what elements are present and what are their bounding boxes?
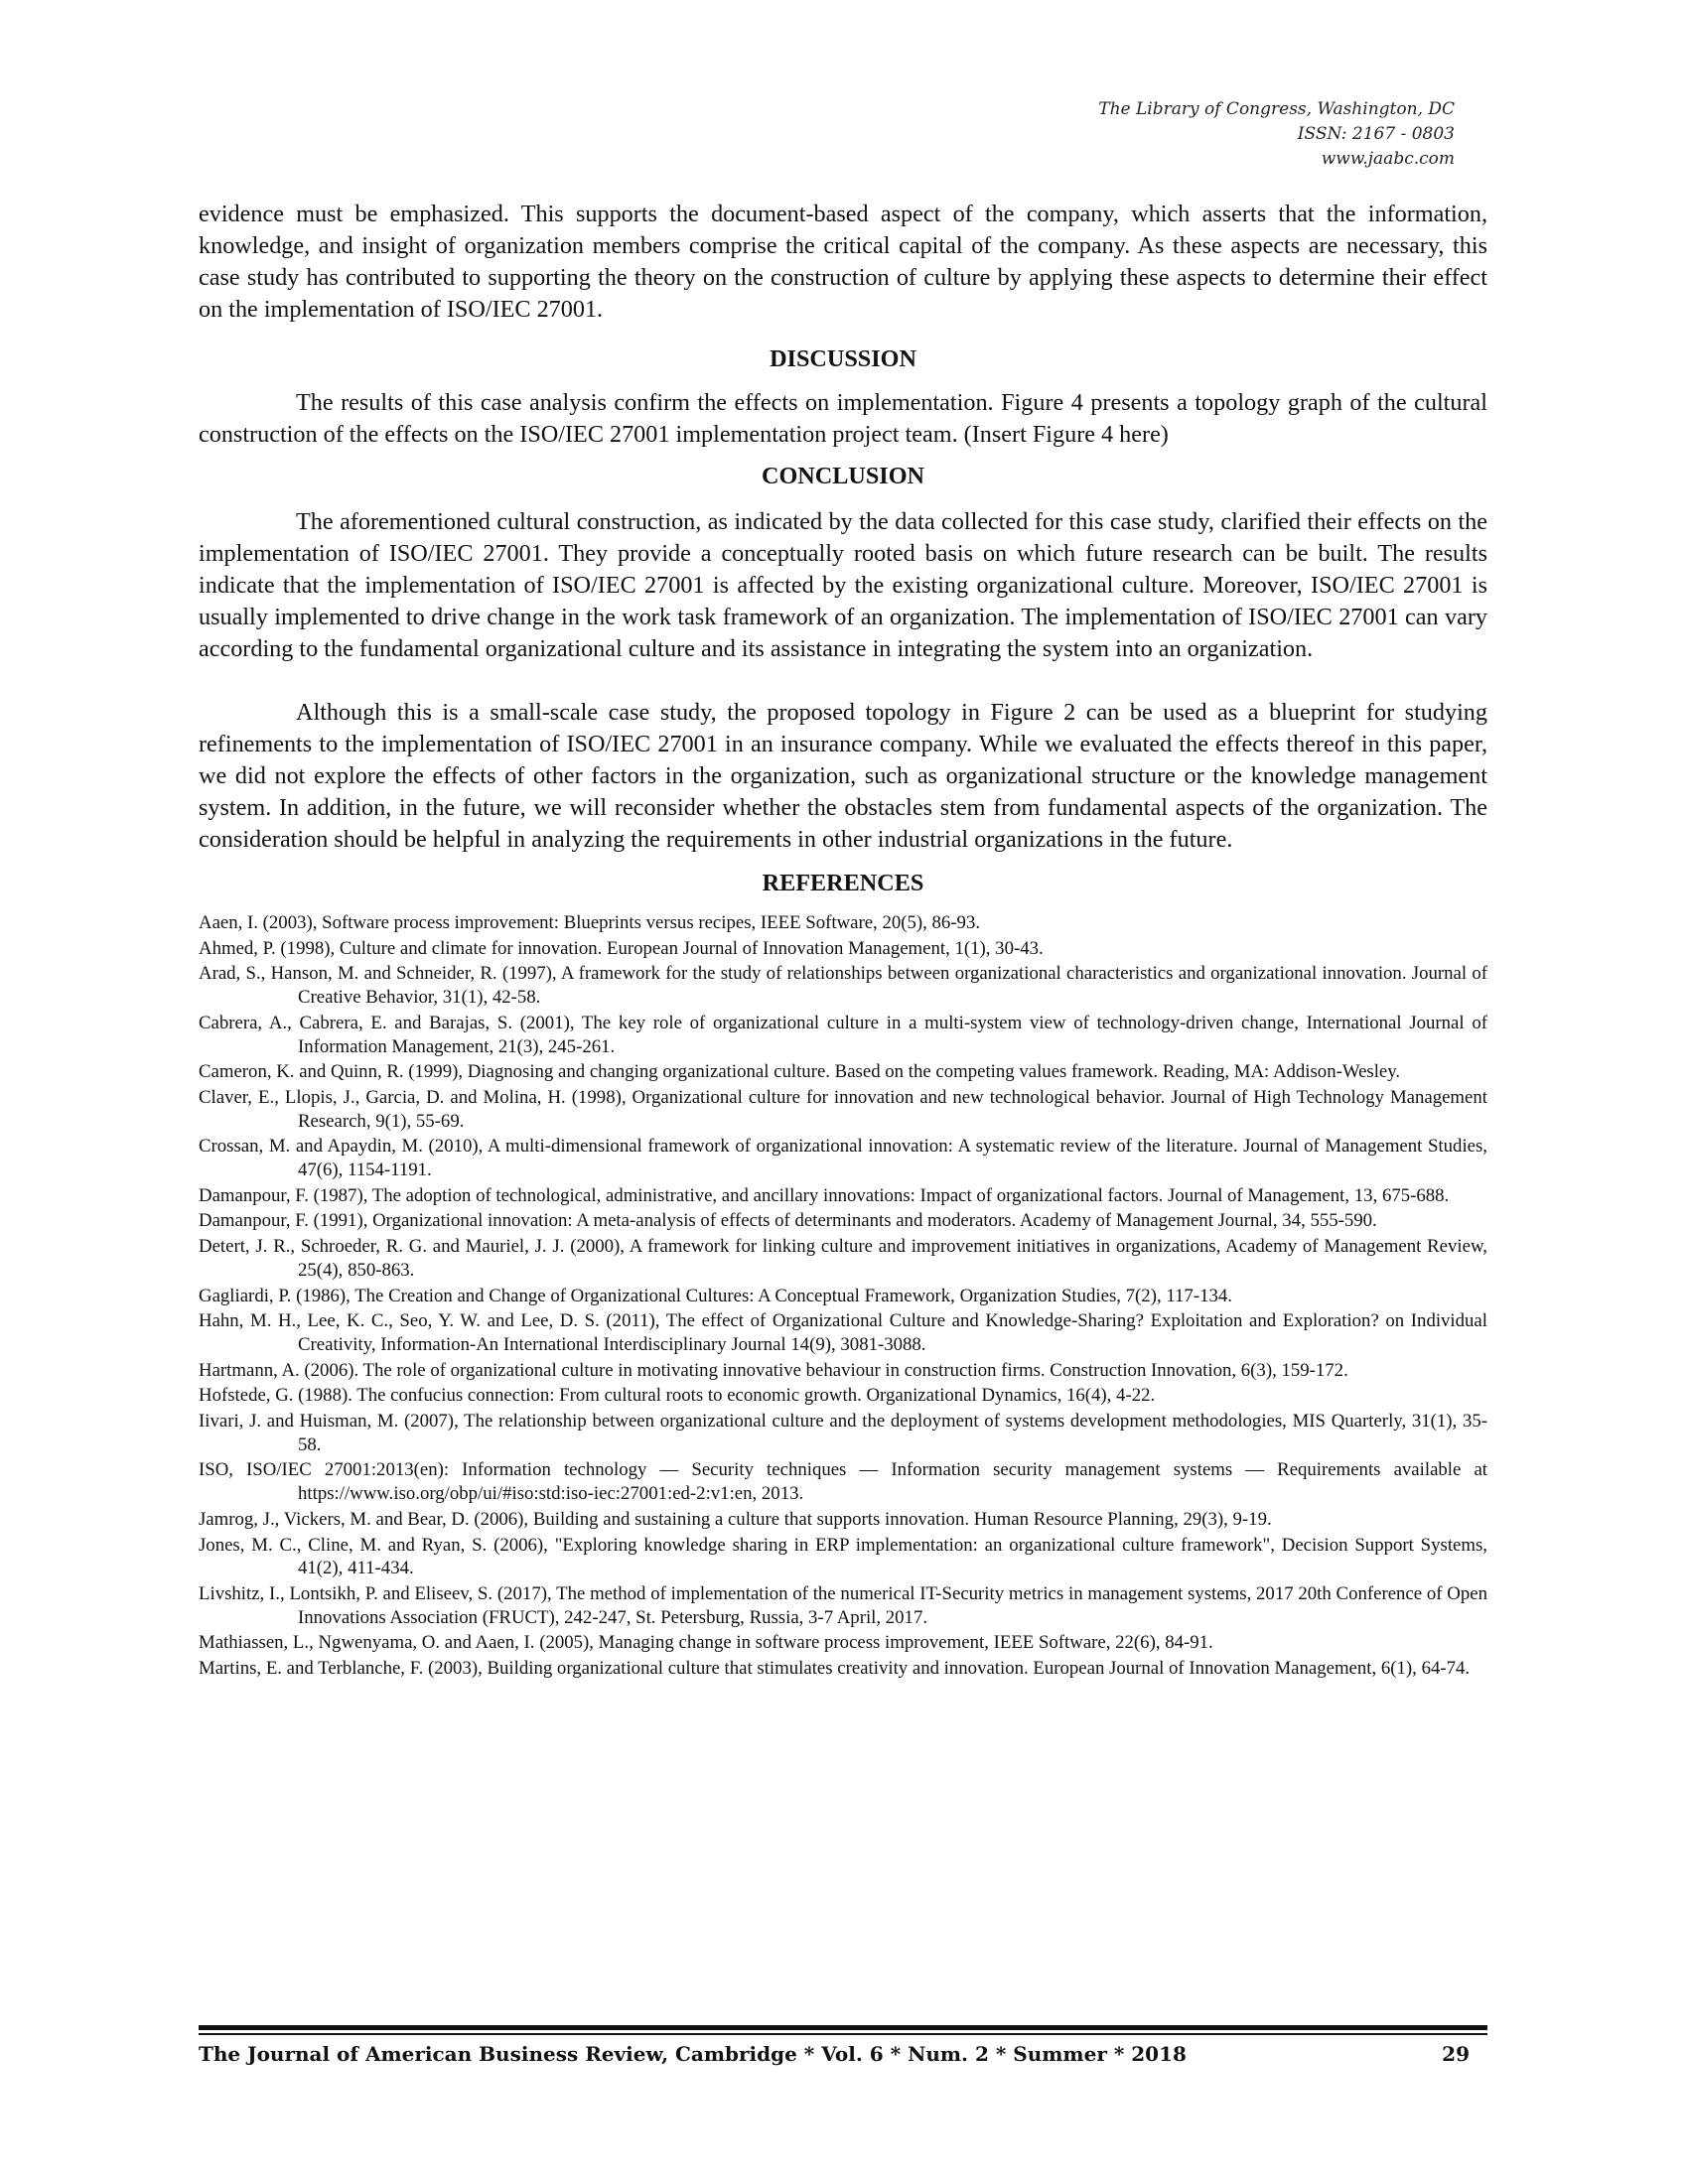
discussion-heading: DISCUSSION [770, 345, 916, 372]
header-website: www.jaabc.com [1321, 149, 1455, 169]
discussion-paragraph: The results of this case analysis confirm the effects on implementation. Figure 4 presents a topology graph of the cultural construction of the effects on the ISO/IEC 27001 implementation project team. (Insert Figure 4 here) [199, 389, 1487, 448]
running-footer [199, 2042, 1487, 2066]
reference-item: Gagliardi, P. (1986), The Creation and Change of Organizational Cultures: A Conceptual Framework, Organization Studies, 7(2), 117-134. [199, 1285, 1232, 1306]
reference-item: Hahn, M. H., Lee, K. C., Seo, Y. W. and Lee, D. S. (2011), The effect of Organizational Culture and Knowledge-Sharing? Exploitation and Exploration? on Individual Creativity, Information-An International Interdisciplinary Journal 14(9), 3081-3088. [199, 1310, 1487, 1355]
page-number: 29 [1442, 2042, 1470, 2066]
header-library: The Library of Congress, Washington, DC [1098, 99, 1455, 119]
running-header [1098, 97, 1455, 172]
reference-item: Martins, E. and Terblanche, F. (2003), Building organizational culture that stimulates creativity and innovation. European Journal of Innovation Management, 6(1), 64-74. [199, 1658, 1471, 1680]
reference-item: Damanpour, F. (1987), The adoption of technological, administrative, and ancillary innovations: Impact of organizational factors. Journal of Management, 13, 675-688. [199, 1184, 1450, 1206]
reference-item: Damanpour, F. (1991), Organizational innovation: A meta-analysis of effects of determinants and moderators. Academy of Management Journal, 34, 555-590. [199, 1210, 1377, 1232]
reference-item: Crossan, M. and Apaydin, M. (2010), A multi-dimensional framework of organizational innovation: A systematic review of the literature. Journal of Management Studies, 47(6), 1154-1191. [199, 1136, 1487, 1181]
reference-item: Cameron, K. and Quinn, R. (1999), Diagnosing and changing organizational culture. Based on the competing values framework. Reading, MA: Addison-Wesley. [199, 1061, 1401, 1083]
reference-item: Hartmann, A. (2006). The role of organizational culture in motivating innovative behaviour in construction firms. Construction Innovation, 6(3), 159-172. [199, 1359, 1348, 1381]
page-content [199, 199, 1487, 1683]
reference-item: Arad, S., Hanson, M. and Schneider, R. (1997), A framework for the study of relationships between organizational characteristics and organizational innovation. Journal of Creative Behavior, 31(1), 42-58. [199, 963, 1487, 1009]
footer-rule-thin [199, 2033, 1487, 2035]
intro-paragraph: evidence must be emphasized. This supports the document-based aspect of the company, which asserts that the information, knowledge, and insight of organization members comprise the critical capital of the company. As these aspects are necessary, this case study has contributed to supporting the theory on the construction of culture by applying these aspects to determine their effect on the implementation of ISO/IEC 27001. [199, 201, 1487, 323]
footer-rule-thick [199, 2025, 1487, 2030]
footer-journal: The Journal of American Business Review, Cambridge * Vol. 6 * Num. 2 * Summer * 2018 [199, 2042, 1187, 2066]
conclusion-paragraph-1: The aforementioned cultural construction, as indicated by the data collected for this case study, clarified their effects on the implementation of ISO/IEC 27001. They provide a conceptually rooted basis on which future research can be built. The results indicate that the implementation of ISO/IEC 27001 is affected by the existing organizational culture. Moreover, ISO/IEC 27001 is usually implemented to drive change in the work task framework of an organization. The implementation of ISO/IEC 27001 can vary according to the fundamental organizational culture and its assistance in integrating the system into an organization. [199, 508, 1487, 662]
reference-item: Cabrera, A., Cabrera, E. and Barajas, S. (2001), The key role of organizational culture in a multi-system view of technology-driven change, International Journal of Information Management, 21(3), 245-261. [199, 1012, 1487, 1057]
reference-item: Jones, M. C., Cline, M. and Ryan, S. (2006), "Exploring knowledge sharing in ERP implementation: an organizational culture framework", Decision Support Systems, 41(2), 411-434. [199, 1534, 1487, 1579]
reference-item: Iivari, J. and Huisman, M. (2007), The relationship between organizational culture and the deployment of systems development methodologies, MIS Quarterly, 31(1), 35-58. [199, 1411, 1487, 1455]
reference-item: ISO, ISO/IEC 27001:2013(en): Information technology — Security techniques — Information security management systems — Requirements available at https://www.iso.org/obp/ui/#iso:std:iso-iec:27001:ed-2:v1:en, 2013. [199, 1459, 1487, 1505]
reference-item: Livshitz, I., Lontsikh, P. and Eliseev, S. (2017), The method of implementation of the numerical IT-Security metrics in management systems, 2017 20th Conference of Open Innovations Association (FRUCT), 242-247, St. Petersburg, Russia, 3-7 April, 2017. [199, 1582, 1487, 1628]
reference-item: Claver, E., Llopis, J., Garcia, D. and Molina, H. (1998), Organizational culture for innovation and new technological behavior. Journal of High Technology Management Research, 9(1), 55-69. [199, 1086, 1487, 1132]
reference-item: Mathiassen, L., Ngwenyama, O. and Aaen, I. (2005), Managing change in software process improvement, IEEE Software, 22(6), 84-91. [199, 1632, 1213, 1654]
reference-item: Hofstede, G. (1988). The confucius connection: From cultural roots to economic growth. Organizational Dynamics, 16(4), 4-22. [199, 1385, 1156, 1407]
reference-item: Jamrog, J., Vickers, M. and Bear, D. (2006), Building and sustaining a culture that supports innovation. Human Resource Planning, 29(3), 9-19. [199, 1508, 1272, 1530]
reference-item: Ahmed, P. (1998), Culture and climate for innovation. European Journal of Innovation Management, 1(1), 30-43. [199, 937, 1044, 959]
reference-list [199, 911, 1487, 1681]
conclusion-heading: CONCLUSION [762, 463, 924, 489]
reference-item: Aaen, I. (2003), Software process improvement: Blueprints versus recipes, IEEE Software, 20(5), 86-93. [199, 912, 981, 933]
reference-item: Detert, J. R., Schroeder, R. G. and Mauriel, J. J. (2000), A framework for linking culture and improvement initiatives in organizations, Academy of Management Review, 25(4), 850-863. [199, 1236, 1487, 1281]
conclusion-paragraph-2: Although this is a small-scale case study, the proposed topology in Figure 2 can be used as a blueprint for studying refinements to the implementation of ISO/IEC 27001 in an insurance company. While we evaluated the effects thereof in this paper, we did not explore the effects of other factors in the organization, such as organizational structure or the knowledge management system. In addition, in the future, we will reconsider whether the obstacles stem from fundamental aspects of the organization. The consideration should be helpful in analyzing the requirements in other industrial organizations in the future. [199, 699, 1487, 853]
header-issn: ISSN: 2167 - 0803 [1297, 124, 1455, 144]
references-heading: REFERENCES [762, 870, 924, 896]
